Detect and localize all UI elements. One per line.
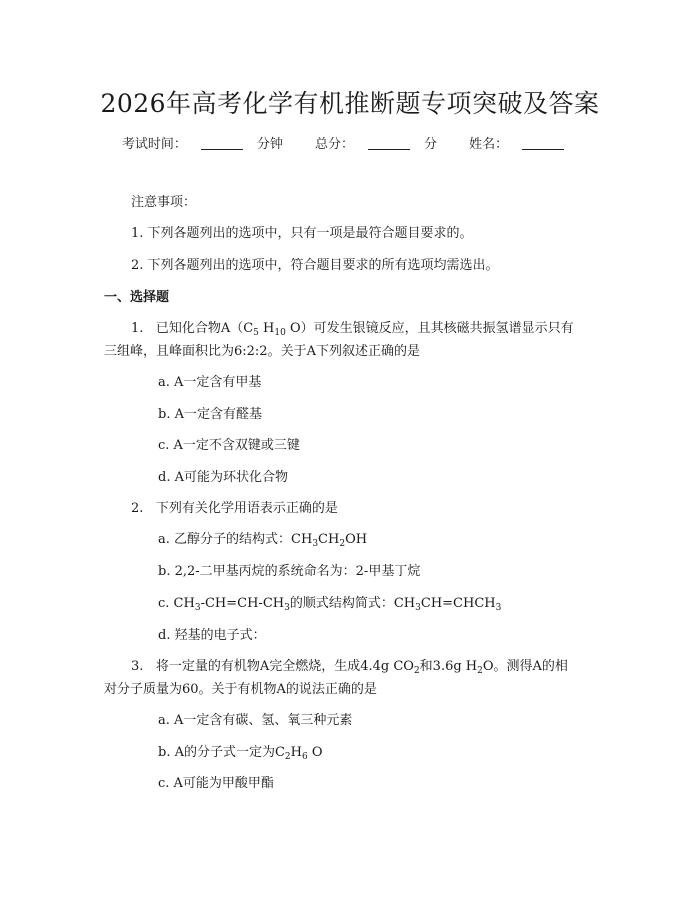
q1-option-b: b. A一定含有醛基 [158,407,262,422]
exam-time-unit: 分钟 [256,137,283,152]
q2c-part: 的顺式结构简式：CH [289,596,416,611]
q2c-part: c. CH [158,596,195,611]
q1-stem-part: O）可发生银镜反应，且其核磁共振氢谱显示只有 [285,321,574,336]
q3b-part: H [290,745,302,760]
q3-option-c: c. A可能为甲酸甲酯 [158,776,274,791]
q2c-part: -CH=CH-CH [200,596,285,611]
q2a-part: OH [345,532,368,547]
q1-option-c: c. A一定不含双键或三键 [158,438,300,453]
q1-stem-part: H [258,321,275,336]
question-1-stem-line2: 三组峰，且峰面积比为6:2:2。关于A下列叙述正确的是 [104,344,420,359]
question-3-stem-line1 [131,658,568,676]
exam-score-blank[interactable] [368,136,410,150]
q2c-sub: 3 [495,603,502,613]
section-heading: 一、选择题 [104,290,170,305]
question-3-number: 3. [131,659,144,674]
exam-time-label: 考试时间： [121,137,187,152]
exam-name [469,137,578,152]
q3-sub: 2 [413,666,420,676]
exam-time-blank[interactable] [201,136,243,150]
question-2-number: 2. [131,501,144,516]
q2a-part: a. 乙醇分子的结构式：CH [158,532,313,547]
notice-item-1: 1. 下列各题列出的选项中，只有一项是最符合题目要求的。 [131,226,473,241]
q3-option-a: a. A一定含有碳、氢、氧三种元素 [158,713,353,728]
exam-score-label: 总分： [314,137,354,152]
q2a-sub: 3 [312,539,319,549]
q1-stem-part: 已知化合物A（C [155,321,254,336]
exam-score-unit: 分 [424,137,438,152]
q3-sub: 2 [477,666,483,676]
q3b-part: b. A的分子式一定为C [158,745,285,760]
q2-stem-text: 下列有关化学用语表示正确的是 [155,501,338,516]
q1-option-d: d. A可能为环状化合物 [158,470,288,485]
notice-item-2: 2. 下列各题列出的选项中，符合题目要求的所有选项均需选出。 [131,258,499,273]
q2c-sub: 3 [194,603,201,613]
q3-stem-part: O。测得A的相 [482,659,568,674]
question-2-stem [131,500,338,518]
q3b-sub: 2 [284,752,291,762]
q2-option-d: d. 羟基的电子式： [158,628,266,643]
q2c-sub: 3 [415,603,421,613]
q2-option-a [158,531,367,549]
q1-sub: 5 [253,328,259,338]
q3-stem-part: 和3.6g H [419,659,478,674]
question-3-stem-line2: 对分子质量为60。关于有机物A的说法正确的是 [104,682,377,697]
q2c-sub: 3 [284,603,290,613]
q2a-part: CH [318,532,340,547]
exam-score [315,137,437,152]
q3-option-b [158,744,323,762]
q1-sub: 10 [274,328,286,338]
q2a-sub: 2 [339,539,346,549]
question-1-stem-line1 [131,320,574,338]
exam-name-label: 姓名： [469,137,509,152]
q2-option-c [158,595,501,613]
q3b-sub: 6 [302,752,308,762]
q1-option-a: a. A一定含有甲基 [158,375,262,390]
exam-time [122,137,283,152]
notice-heading: 注意事项： [131,195,197,210]
q2c-part: CH=CHCH [420,596,496,611]
q3-stem-part: 将一定量的有机物A完全燃烧，生成4.4g CO [155,659,414,674]
document-title: 2026年高考化学有机推断题专项突破及答案 [100,89,600,118]
question-1-number: 1. [131,321,144,336]
q3b-part: O [307,745,323,760]
exam-name-blank[interactable] [522,136,564,150]
exam-info [0,133,700,152]
q2-option-b: b. 2,2-二甲基丙烷的系统命名为：2-甲基丁烷 [158,564,421,579]
